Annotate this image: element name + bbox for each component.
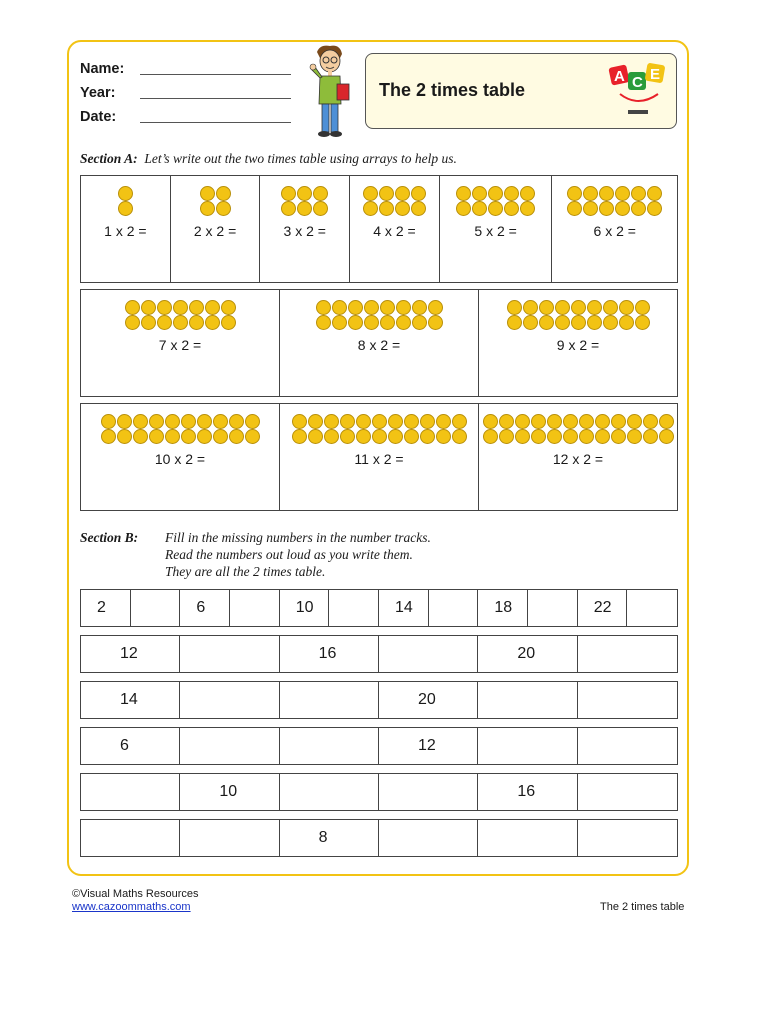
counter-dot [229,429,244,444]
counter-dot [364,315,379,330]
track-cell[interactable] [180,728,279,764]
logo-letter-a: A [614,68,625,85]
counter-dot [436,414,451,429]
counter-dot [635,315,650,330]
track-number: 22 [593,599,612,616]
equation-label: 5 x 2 = [474,223,517,239]
counter-dot [599,186,614,201]
section-b-instruction-2: Read the numbers out loud as you write them. [165,547,413,562]
counter-dot [363,201,378,216]
track-number: 8 [318,829,328,846]
counter-dot [117,414,132,429]
counter-dot [221,300,236,315]
counter-dot [603,300,618,315]
track-cell[interactable] [379,774,478,810]
track-cell[interactable] [627,590,677,626]
counter-dot [643,429,658,444]
track-cell[interactable] [180,636,279,672]
track-number: 16 [318,645,337,662]
counter-dot [340,429,355,444]
track-number: 12 [417,737,436,754]
counter-dot [579,414,594,429]
track-cell[interactable] [528,590,578,626]
track-cell[interactable] [379,636,478,672]
track-cell[interactable] [379,590,429,626]
counter-dot [643,414,658,429]
track-number: 20 [517,645,536,662]
track-number: 10 [295,599,314,616]
counter-dot [205,300,220,315]
counter-dot [627,414,642,429]
counter-dot [539,315,554,330]
counter-dot [515,429,530,444]
counter-dot [571,300,586,315]
dot-array [440,186,552,216]
counter-dot [165,414,180,429]
track-cell[interactable] [81,820,180,856]
counter-dot [395,186,410,201]
counter-dot [297,186,312,201]
counter-dot [659,414,674,429]
counter-dot [379,186,394,201]
track-cell[interactable] [280,636,379,672]
dot-array [479,414,677,444]
counter-dot [292,429,307,444]
track-cell[interactable] [81,636,180,672]
counter-dot [245,414,260,429]
counter-dot [372,414,387,429]
number-track [80,727,678,765]
equation-label: 9 x 2 = [556,337,600,353]
counter-dot [213,414,228,429]
track-cell[interactable] [230,590,280,626]
counter-dot [603,315,618,330]
equation-label: 1 x 2 = [104,223,147,239]
counter-dot [213,429,228,444]
counter-dot [133,429,148,444]
counter-dot [396,315,411,330]
number-track [80,773,678,811]
year-label: Year: [80,85,116,101]
track-cell[interactable] [329,590,379,626]
counter-dot [281,186,296,201]
array-cell [171,176,261,282]
counter-dot [125,315,140,330]
counter-dot [619,315,634,330]
counter-dot [452,429,467,444]
counter-dot [141,315,156,330]
counter-dot [149,429,164,444]
array-cell [479,290,677,396]
counter-dot [313,186,328,201]
counter-dot [555,315,570,330]
track-cell[interactable] [81,774,180,810]
track-cell[interactable] [379,682,478,718]
track-cell[interactable] [478,682,577,718]
counter-dot [547,414,562,429]
track-cell[interactable] [131,590,181,626]
track-cell[interactable] [429,590,479,626]
track-cell[interactable] [379,820,478,856]
track-cell[interactable] [180,774,279,810]
counter-dot [200,186,215,201]
array-cell [280,404,479,510]
counter-dot [420,414,435,429]
section-a-label: Section A: [80,151,138,166]
page-title: The 2 times table [379,80,526,100]
track-cell[interactable] [81,590,131,626]
counter-dot [348,315,363,330]
counter-dot [379,201,394,216]
dot-array [81,186,170,216]
counter-dot [308,429,323,444]
track-cell[interactable] [478,636,577,672]
counter-dot [281,201,296,216]
counter-dot [539,300,554,315]
counter-dot [499,429,514,444]
counter-dot [356,414,371,429]
counter-dot [611,429,626,444]
counter-dot [507,315,522,330]
track-cell[interactable] [280,590,330,626]
counter-dot [165,429,180,444]
track-number: 2 [97,599,106,616]
counter-dot [504,186,519,201]
counter-dot [197,414,212,429]
counter-dot [189,315,204,330]
track-cell[interactable] [578,590,628,626]
counter-dot [599,201,614,216]
track-cell[interactable] [478,728,577,764]
counter-dot [363,186,378,201]
counter-dot [615,186,630,201]
track-cell[interactable] [578,820,677,856]
equation-label: 8 x 2 = [357,337,401,353]
track-cell[interactable] [280,682,379,718]
equation-label: 6 x 2 = [593,223,636,239]
counter-dot [531,414,546,429]
track-cell[interactable] [478,820,577,856]
counter-dot [181,414,196,429]
counter-dot [412,300,427,315]
counter-dot [216,186,231,201]
counter-dot [141,300,156,315]
counter-dot [292,414,307,429]
counter-dot [411,201,426,216]
dot-array [350,186,439,216]
track-number: 6 [196,599,206,616]
array-cell [440,176,553,282]
counter-dot [348,300,363,315]
counter-dot [615,201,630,216]
counter-dot [316,315,331,330]
counter-dot [173,300,188,315]
counter-dot [173,315,188,330]
number-track [80,635,678,673]
dot-array [280,300,478,330]
counter-dot [412,315,427,330]
counter-dot [221,315,236,330]
track-cell[interactable] [180,820,279,856]
counter-dot [118,186,133,201]
equation-label: 7 x 2 = [158,337,202,353]
counter-dot [595,414,610,429]
counter-dot [647,201,662,216]
counter-dot [567,201,582,216]
counter-dot [523,300,538,315]
counter-dot [456,201,471,216]
counter-dot [308,414,323,429]
counter-dot [404,429,419,444]
array-row-1 [80,175,678,283]
counter-dot [395,201,410,216]
counter-dot [372,429,387,444]
array-cell [350,176,440,282]
counter-dot [324,414,339,429]
track-cell[interactable] [478,774,577,810]
counter-dot [583,201,598,216]
track-cell[interactable] [280,728,379,764]
counter-dot [571,315,586,330]
counter-dot [659,429,674,444]
date-line [140,122,291,123]
track-cell[interactable] [578,636,677,672]
counter-dot [118,201,133,216]
counter-dot [579,429,594,444]
counter-dot [101,429,116,444]
counter-dot [428,315,443,330]
section-b-label-wrap [80,530,138,546]
counter-dot [101,414,116,429]
year-line [140,98,291,99]
counter-dot [297,201,312,216]
counter-dot [205,315,220,330]
counter-dot [197,429,212,444]
array-cell [81,290,280,396]
counter-dot [488,201,503,216]
track-cell[interactable] [180,682,279,718]
counter-dot [229,414,244,429]
array-cell [280,290,479,396]
counter-dot [181,429,196,444]
counter-dot [149,414,164,429]
counter-dot [523,315,538,330]
date-label: Date: [80,109,117,125]
counter-dot [587,315,602,330]
counter-dot [324,429,339,444]
counter-dot [647,186,662,201]
counter-dot [452,414,467,429]
track-number: 12 [120,645,138,662]
counter-dot [499,414,514,429]
counter-dot [411,186,426,201]
counter-dot [380,300,395,315]
counter-dot [420,429,435,444]
counter-dot [200,201,215,216]
logo-letter-e: E [650,66,661,83]
counter-dot [356,429,371,444]
counter-dot [507,300,522,315]
footer-copyright: ©Visual Maths Resources [72,888,199,900]
number-track [80,589,678,627]
counter-dot [189,300,204,315]
counter-dot [157,300,172,315]
counter-dot [245,429,260,444]
counter-dot [531,429,546,444]
counter-dot [380,315,395,330]
teacher-character-icon [308,44,354,138]
counter-dot [563,414,578,429]
track-number: 16 [517,783,536,800]
track-cell[interactable] [478,590,528,626]
track-cell[interactable] [81,682,180,718]
counter-dot [364,300,379,315]
counter-dot [404,414,419,429]
name-label: Name: [80,61,125,77]
track-number: 20 [417,691,436,708]
counter-dot [313,201,328,216]
track-number: 10 [219,783,238,800]
dot-array [280,414,478,444]
track-cell[interactable] [81,728,180,764]
counter-dot [133,414,148,429]
counter-dot [388,429,403,444]
section-b-label: Section B: [80,530,139,545]
counter-dot [520,201,535,216]
equation-label: 3 x 2 = [283,223,326,239]
equation-label: 12 x 2 = [552,451,604,467]
equation-label: 11 x 2 = [354,451,404,467]
section-b-instruction-1: Fill in the missing numbers in the number tracks. [165,530,431,545]
track-cell[interactable] [379,728,478,764]
counter-dot [396,300,411,315]
counter-dot [332,315,347,330]
counter-dot [436,429,451,444]
counter-dot [635,300,650,315]
name-line [140,74,291,75]
track-number: 14 [395,599,413,616]
footer-website-link[interactable]: www.cazoommaths.com [72,901,191,913]
dot-array [171,186,260,216]
equation-label: 2 x 2 = [193,223,237,239]
acb-logo-icon [606,58,670,120]
counter-dot [547,429,562,444]
track-cell[interactable] [280,820,379,856]
counter-dot [627,429,642,444]
dot-array [81,300,279,330]
counter-dot [117,429,132,444]
number-track [80,819,678,857]
equation-label: 4 x 2 = [373,223,416,239]
track-number: 14 [120,691,138,708]
counter-dot [631,186,646,201]
array-cell [552,176,677,282]
array-row-2 [80,289,678,397]
number-track [80,681,678,719]
array-cell [81,404,280,510]
section-a-heading [80,151,457,167]
section-a-instruction: Let’s write out the two times table using arrays to help us. [144,151,457,166]
counter-dot [619,300,634,315]
counter-dot [216,201,231,216]
equation-label: 10 x 2 = [154,451,206,467]
counter-dot [631,201,646,216]
array-cell [479,404,677,510]
dot-array [260,186,349,216]
array-row-3 [80,403,678,511]
counter-dot [388,414,403,429]
counter-dot [340,414,355,429]
counter-dot [583,186,598,201]
counter-dot [520,186,535,201]
counter-dot [567,186,582,201]
counter-dot [483,414,498,429]
footer-title: The 2 times table [600,901,685,913]
dot-array [81,414,279,444]
counter-dot [595,429,610,444]
dot-array [479,300,677,330]
counter-dot [488,186,503,201]
counter-dot [428,300,443,315]
counter-dot [611,414,626,429]
track-cell[interactable] [578,774,677,810]
track-cell[interactable] [280,774,379,810]
counter-dot [483,429,498,444]
counter-dot [472,186,487,201]
counter-dot [125,300,140,315]
track-cell[interactable] [578,682,677,718]
dot-array [552,186,677,216]
logo-letter-c: C [632,74,643,91]
track-cell[interactable] [578,728,677,764]
counter-dot [316,300,331,315]
section-b-instruction-3: They are all the 2 times table. [165,564,326,579]
track-cell[interactable] [180,590,230,626]
array-cell [81,176,171,282]
counter-dot [157,315,172,330]
counter-dot [563,429,578,444]
array-cell [260,176,350,282]
counter-dot [515,414,530,429]
track-number: 6 [120,737,129,754]
counter-dot [587,300,602,315]
counter-dot [472,201,487,216]
counter-dot [332,300,347,315]
counter-dot [555,300,570,315]
counter-dot [456,186,471,201]
counter-dot [504,201,519,216]
track-number: 18 [494,599,513,616]
